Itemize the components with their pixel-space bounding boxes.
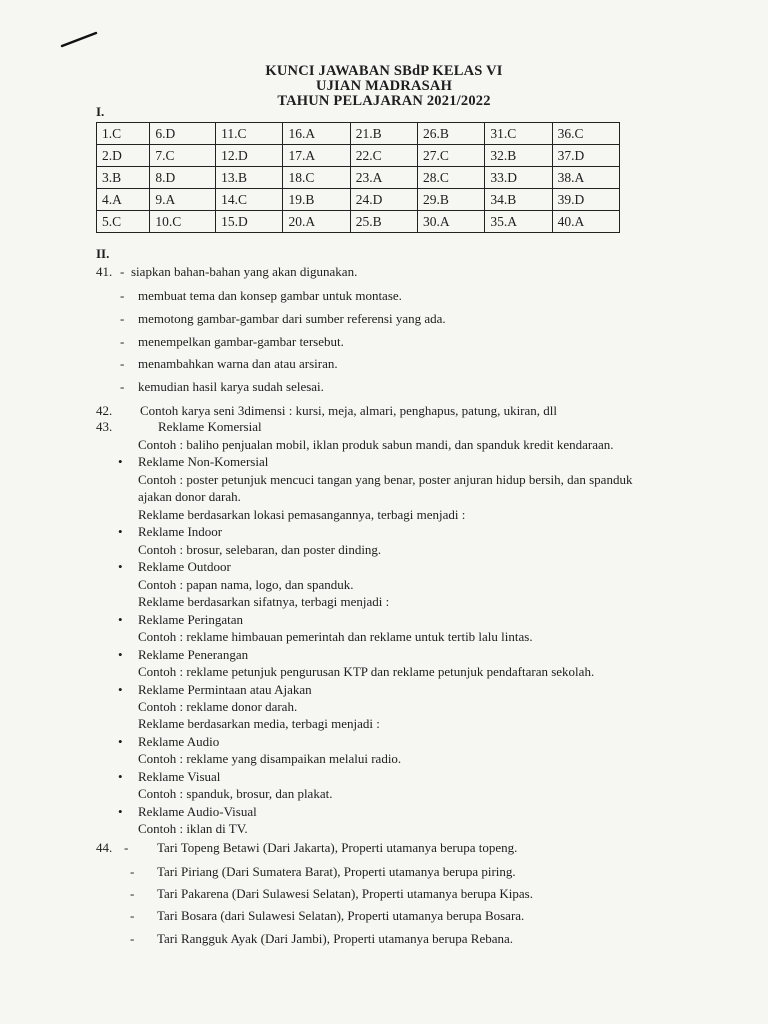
bullet-marker: • bbox=[118, 769, 123, 784]
table-cell: 30.A bbox=[418, 211, 485, 233]
table-cell: 39.D bbox=[552, 189, 619, 211]
table-row bbox=[97, 123, 620, 145]
section-2-label: II. bbox=[96, 246, 110, 261]
list-item: siapkan bahan-bahan yang akan digunakan. bbox=[131, 264, 358, 279]
dash-marker: - bbox=[120, 356, 125, 371]
table-cell: 35.A bbox=[485, 211, 552, 233]
table-cell: 18.C bbox=[283, 167, 350, 189]
table-cell: 13.B bbox=[216, 167, 283, 189]
dash-marker: - bbox=[120, 334, 125, 349]
question-number: 44. bbox=[96, 840, 113, 855]
bullet-marker: • bbox=[118, 612, 123, 627]
table-row bbox=[97, 189, 620, 211]
table-cell: 12.D bbox=[216, 145, 283, 167]
table-cell: 19.B bbox=[283, 189, 350, 211]
dash-marker: - bbox=[120, 379, 125, 394]
answer-text: Contoh karya seni 3dimensi : kursi, meja, almari, penghapus, patung, ukiran, dll bbox=[140, 403, 558, 418]
dash-marker: - bbox=[120, 311, 125, 326]
table-cell: 16.A bbox=[283, 123, 350, 145]
list-item-example: ajakan donor darah. bbox=[138, 489, 241, 504]
table-row bbox=[97, 211, 620, 233]
table-cell: 29.B bbox=[418, 189, 485, 211]
list-item: Tari Rangguk Ayak (Dari Jambi), Properti utamanya berupa Rebana. bbox=[157, 931, 514, 946]
table-cell: 11.C bbox=[216, 123, 283, 145]
list-item-heading: Reklame Peringatan bbox=[138, 612, 244, 627]
table-cell: 2.D bbox=[97, 145, 150, 167]
table-cell: 9.A bbox=[150, 189, 216, 211]
list-item-heading: Reklame Non-Komersial bbox=[138, 454, 269, 469]
dash-marker: - bbox=[124, 840, 129, 855]
table-cell: 4.A bbox=[97, 189, 150, 211]
pen-mark-stroke bbox=[60, 30, 100, 50]
table-cell: 20.A bbox=[283, 211, 350, 233]
table-cell: 6.D bbox=[150, 123, 216, 145]
table-cell: 37.D bbox=[552, 145, 619, 167]
table-cell: 36.C bbox=[552, 123, 619, 145]
list-item-example: Contoh : poster petunjuk mencuci tangan yang benar, poster anjuran hidup bersih, dan spanduk bbox=[138, 472, 633, 487]
table-cell: 3.B bbox=[97, 167, 150, 189]
bullet-marker: • bbox=[118, 559, 123, 574]
list-item: Tari Topeng Betawi (Dari Jakarta), Properti utamanya berupa topeng. bbox=[157, 840, 518, 855]
dash-marker: - bbox=[130, 886, 135, 901]
list-item-example: Contoh : reklame yang disampaikan melalui radio. bbox=[138, 751, 402, 766]
title-line-2: UJIAN MADRASAH bbox=[315, 78, 453, 94]
list-item-example: Contoh : baliho penjualan mobil, iklan produk sabun mandi, dan spanduk kredit kendaraan. bbox=[138, 437, 614, 452]
table-cell: 27.C bbox=[418, 145, 485, 167]
list-item-example: Contoh : spanduk, brosur, dan plakat. bbox=[138, 786, 333, 801]
table-cell: 28.C bbox=[418, 167, 485, 189]
table-cell: 22.C bbox=[350, 145, 417, 167]
question-number: 41. bbox=[96, 264, 113, 279]
section-1-label: I. bbox=[96, 104, 105, 119]
group-heading: Reklame berdasarkan lokasi pemasangannya, terbagi menjadi : bbox=[138, 507, 466, 522]
dash-marker: - bbox=[130, 908, 135, 923]
list-item-heading: Reklame Visual bbox=[138, 769, 221, 784]
list-item: Tari Bosara (dari Sulawesi Selatan), Properti utamanya berupa Bosara. bbox=[157, 908, 525, 923]
table-cell: 1.C bbox=[97, 123, 150, 145]
list-item-example: Contoh : iklan di TV. bbox=[138, 821, 248, 836]
table-cell: 5.C bbox=[97, 211, 150, 233]
table-cell: 31.C bbox=[485, 123, 552, 145]
dash-marker: - bbox=[130, 864, 135, 879]
table-cell: 38.A bbox=[552, 167, 619, 189]
list-item-heading: Reklame Audio-Visual bbox=[138, 804, 257, 819]
answer-key-table bbox=[96, 122, 620, 233]
list-item-example: Contoh : brosur, selebaran, dan poster dinding. bbox=[138, 542, 382, 557]
table-row bbox=[97, 145, 620, 167]
list-item: menempelkan gambar-gambar tersebut. bbox=[138, 334, 344, 349]
list-item-heading: Reklame Permintaan atau Ajakan bbox=[138, 682, 312, 697]
table-cell: 23.A bbox=[350, 167, 417, 189]
table-cell: 15.D bbox=[216, 211, 283, 233]
table-cell: 34.B bbox=[485, 189, 552, 211]
table-cell: 10.C bbox=[150, 211, 216, 233]
list-item: membuat tema dan konsep gambar untuk montase. bbox=[138, 288, 402, 303]
table-cell: 17.A bbox=[283, 145, 350, 167]
question-number: 43. bbox=[96, 419, 113, 434]
table-cell: 21.B bbox=[350, 123, 417, 145]
group-heading: Reklame berdasarkan media, terbagi menjadi : bbox=[138, 716, 380, 731]
table-cell: 26.B bbox=[418, 123, 485, 145]
document-title bbox=[0, 64, 768, 109]
list-item-example: Contoh : reklame petunjuk pengurusan KTP dan reklame petunjuk pendaftaran sekolah. bbox=[138, 664, 595, 679]
list-item-example: Contoh : papan nama, logo, dan spanduk. bbox=[138, 577, 354, 592]
table-cell: 40.A bbox=[552, 211, 619, 233]
table-row bbox=[97, 167, 620, 189]
table-cell: 25.B bbox=[350, 211, 417, 233]
bullet-marker: • bbox=[118, 682, 123, 697]
list-item-heading: Reklame Penerangan bbox=[138, 647, 249, 662]
table-cell: 33.D bbox=[485, 167, 552, 189]
bullet-marker: • bbox=[118, 647, 123, 662]
table-cell: 8.D bbox=[150, 167, 216, 189]
list-item: kemudian hasil karya sudah selesai. bbox=[138, 379, 324, 394]
table-cell: 32.B bbox=[485, 145, 552, 167]
question-number: 42. bbox=[96, 403, 113, 418]
list-item: memotong gambar-gambar dari sumber referensi yang ada. bbox=[138, 311, 446, 326]
table-cell: 7.C bbox=[150, 145, 216, 167]
list-item-example: Contoh : reklame himbauan pemerintah dan reklame untuk tertib lalu lintas. bbox=[138, 629, 533, 644]
list-item-heading: Reklame Outdoor bbox=[138, 559, 231, 574]
bullet-marker: • bbox=[118, 524, 123, 539]
list-item-heading: Reklame Audio bbox=[138, 734, 220, 749]
table-cell: 24.D bbox=[350, 189, 417, 211]
list-item: Tari Pakarena (Dari Sulawesi Selatan), Properti utamanya berupa Kipas. bbox=[157, 886, 533, 901]
bullet-marker: • bbox=[118, 804, 123, 819]
list-item-heading: Reklame Komersial bbox=[158, 419, 262, 434]
list-item-heading: Reklame Indoor bbox=[138, 524, 223, 539]
group-heading: Reklame berdasarkan sifatnya, terbagi menjadi : bbox=[138, 594, 390, 609]
list-item: menambahkan warna dan atau arsiran. bbox=[138, 356, 338, 371]
title-line-3: TAHUN PELAJARAN 2021/2022 bbox=[277, 93, 491, 109]
table-cell: 14.C bbox=[216, 189, 283, 211]
dash-marker: - bbox=[130, 931, 135, 946]
title-line-1: KUNCI JAWABAN SBdP KELAS VI bbox=[265, 63, 503, 79]
bullet-marker: • bbox=[118, 454, 123, 469]
bullet-marker: • bbox=[118, 734, 123, 749]
dash-marker: - bbox=[120, 288, 125, 303]
list-item-example: Contoh : reklame donor darah. bbox=[138, 699, 298, 714]
dash-marker: - bbox=[120, 264, 125, 279]
list-item: Tari Piriang (Dari Sumatera Barat), Properti utamanya berupa piring. bbox=[157, 864, 516, 879]
